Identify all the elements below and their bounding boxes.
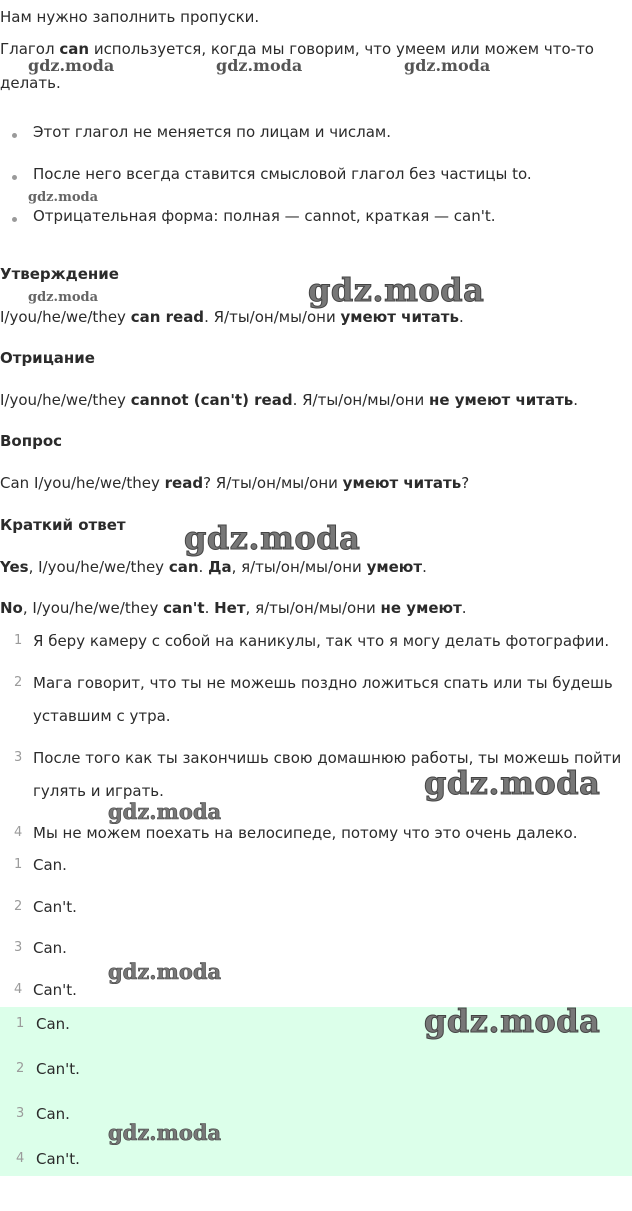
bold-text: can — [168, 558, 199, 576]
bullet-dot — [12, 217, 18, 223]
text-run: . — [461, 599, 467, 617]
watermark: gdz.moda — [28, 290, 99, 305]
list-item-continued: гулять и играть. — [33, 782, 164, 800]
bold-text: Yes — [0, 558, 29, 576]
list-number: 1 — [14, 633, 23, 648]
bullet-item: Отрицательная форма: полная — cannot, краткая — can't. — [33, 207, 496, 225]
bullet-item: Этот глагол не меняется по лицам и числам. — [33, 123, 391, 141]
text-run: Глагол — [0, 40, 60, 58]
text-run: , I/you/he/we/they — [22, 599, 164, 617]
watermark: gdz.moda — [108, 959, 222, 984]
rule-line-2: делать. — [0, 74, 61, 92]
text-run: . — [204, 599, 215, 617]
text-run: используется, когда мы говорим, что умеем или можем что-то — [89, 40, 594, 58]
watermark: gdz.moda — [404, 56, 491, 75]
list-item: Мага говорит, что ты не можешь поздно ложиться спать или ты будешь — [33, 674, 613, 692]
section-heading: Отрицание — [0, 349, 95, 367]
text-run: , я/ты/он/мы/они — [245, 599, 381, 617]
text-run: I/you/he/we/they — [0, 308, 131, 326]
text-run: . Я/ты/он/мы/они — [292, 391, 429, 409]
bold-text: умеют — [366, 558, 423, 576]
list-number: 1 — [16, 1016, 25, 1031]
answer-item: Can't. — [33, 898, 77, 916]
list-number: 3 — [14, 940, 23, 955]
final-answer-item: Can't. — [36, 1150, 80, 1168]
list-number: 1 — [14, 857, 23, 872]
example-line — [0, 557, 427, 577]
bold-text: cannot (can't) read — [130, 391, 293, 409]
final-answer-item: Can't. — [36, 1060, 80, 1078]
bullet-dot — [12, 133, 18, 139]
bold-text: Нет — [214, 599, 246, 617]
text-run: . — [422, 558, 427, 576]
bullet-dot — [12, 175, 18, 181]
text-run: I/you/he/we/they — [0, 391, 131, 409]
example-line — [0, 473, 469, 493]
text-run: . — [198, 558, 209, 576]
bold-text: read — [164, 474, 204, 492]
bullet-item: После него всегда ставится смысловой глагол без частицы to. — [33, 165, 532, 183]
bold-text: No — [0, 599, 23, 617]
list-number: 3 — [14, 750, 23, 765]
example-line — [0, 598, 467, 618]
text-run: . — [573, 391, 579, 409]
final-answer-item: Can. — [36, 1105, 70, 1123]
section-heading: Утверждение — [0, 265, 119, 283]
list-number: 2 — [16, 1061, 25, 1076]
watermark: gdz.moda — [216, 56, 303, 75]
bold-text: не умеют — [380, 599, 462, 617]
bold-text: can — [59, 40, 90, 58]
list-number: 4 — [16, 1151, 25, 1166]
watermark: gdz.moda — [108, 1120, 222, 1145]
list-number: 3 — [16, 1106, 25, 1121]
watermark: gdz.moda — [424, 1002, 601, 1040]
example-line — [0, 307, 464, 327]
bold-text: умеют читать — [342, 474, 462, 492]
bold-text: can read — [130, 308, 205, 326]
bold-text: can't — [163, 599, 205, 617]
answer-item: Can't. — [33, 981, 77, 999]
watermark: gdz.moda — [184, 519, 361, 557]
answer-item: Can. — [33, 856, 67, 874]
list-item: Я беру камеру с собой на каникулы, так что я могу делать фотографии. — [33, 632, 610, 650]
final-answer-item: Can. — [36, 1015, 70, 1033]
section-heading: Краткий ответ — [0, 516, 126, 534]
list-number: 4 — [14, 982, 23, 997]
watermark: gdz.moda — [28, 56, 115, 75]
list-number: 4 — [14, 825, 23, 840]
list-item: Мы не можем поехать на велосипеде, потому что это очень далеко. — [33, 824, 578, 842]
watermark: gdz.moda — [308, 271, 485, 309]
text-run: ? Я/ты/он/мы/они — [203, 474, 343, 492]
list-number: 2 — [14, 675, 23, 690]
example-line — [0, 390, 578, 410]
watermark: gdz.moda — [108, 799, 222, 824]
text-run: , I/you/he/we/they — [28, 558, 169, 576]
bold-text: Да — [208, 558, 232, 576]
list-item-continued: уставшим с утра. — [33, 707, 171, 725]
watermark: gdz.moda — [28, 190, 99, 205]
intro-text: Нам нужно заполнить пропуски. — [0, 8, 260, 26]
watermark: gdz.moda — [424, 764, 601, 802]
list-item: После того как ты закончишь свою домашнюю работы, ты можешь пойти — [33, 749, 622, 767]
text-run: . — [458, 308, 464, 326]
section-heading: Вопрос — [0, 432, 63, 450]
list-number: 2 — [14, 899, 23, 914]
text-run: ? — [461, 474, 470, 492]
text-run: . Я/ты/он/мы/они — [204, 308, 341, 326]
answer-item: Can. — [33, 939, 67, 957]
text-run: Can I/you/he/we/they — [0, 474, 165, 492]
bold-text: не умеют читать — [429, 391, 574, 409]
text-run: , я/ты/он/мы/они — [231, 558, 367, 576]
bold-text: умеют читать — [340, 308, 459, 326]
